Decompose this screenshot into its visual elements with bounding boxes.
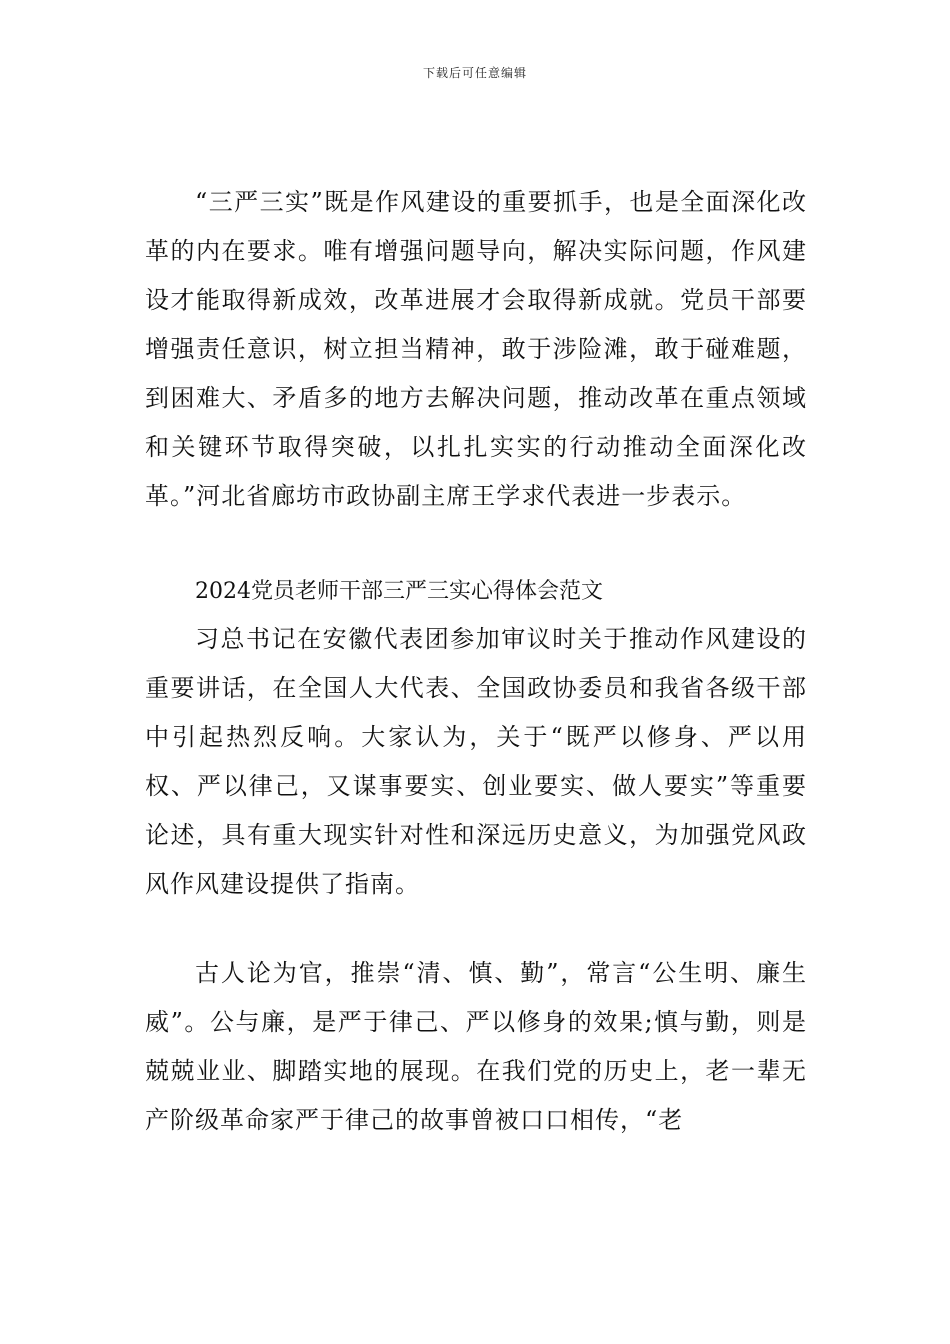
paragraph-2: 习总书记在安徽代表团参加审议时关于推动作风建设的重要讲话，在全国人大代表、全国政协委员和我省各级干部中引起热烈反响。大家认为，关于“既严以修身、严以用权、严以律己，又谋事要实、创业要实、做人要实”等重要论述，具有重大现实针对性和深远历史意义，为加强党风政风作风建设提供了指南。	[145, 625, 807, 898]
paragraph-spacer	[145, 909, 807, 949]
paragraph-1: “三严三实”既是作风建设的重要抓手，也是全面深化改革的内在要求。唯有增强问题导向，解决实际问题，作风建设才能取得新成效，改革进展才会取得新成就。党员干部要增强责任意识，树立担当精神，敢于涉险滩，敢于碰难题，到困难大、矛盾多的地方去解决问题，推动改革在重点领域和关键环节取得突破，以扎扎实实的行动推动全面深化改革。”河北省廊坊市政协副主席王学求代表进一步表示。	[145, 188, 807, 510]
section-heading: 2024党员老师干部三严三实心得体会范文	[195, 579, 603, 604]
document-body	[145, 178, 807, 1145]
paragraph-spacer	[145, 521, 807, 569]
paragraph-3: 古人论为官，推崇“清、慎、勤”，常言“公生明、廉生威”。公与廉，是严于律己、严以修身的效果;慎与勤，则是兢兢业业、脚踏实地的展现。在我们党的历史上，老一辈无产阶级革命家严于律己的故事曾被口口相传，“老	[145, 959, 807, 1134]
page-header: 下载后可任意编辑	[422, 66, 527, 80]
